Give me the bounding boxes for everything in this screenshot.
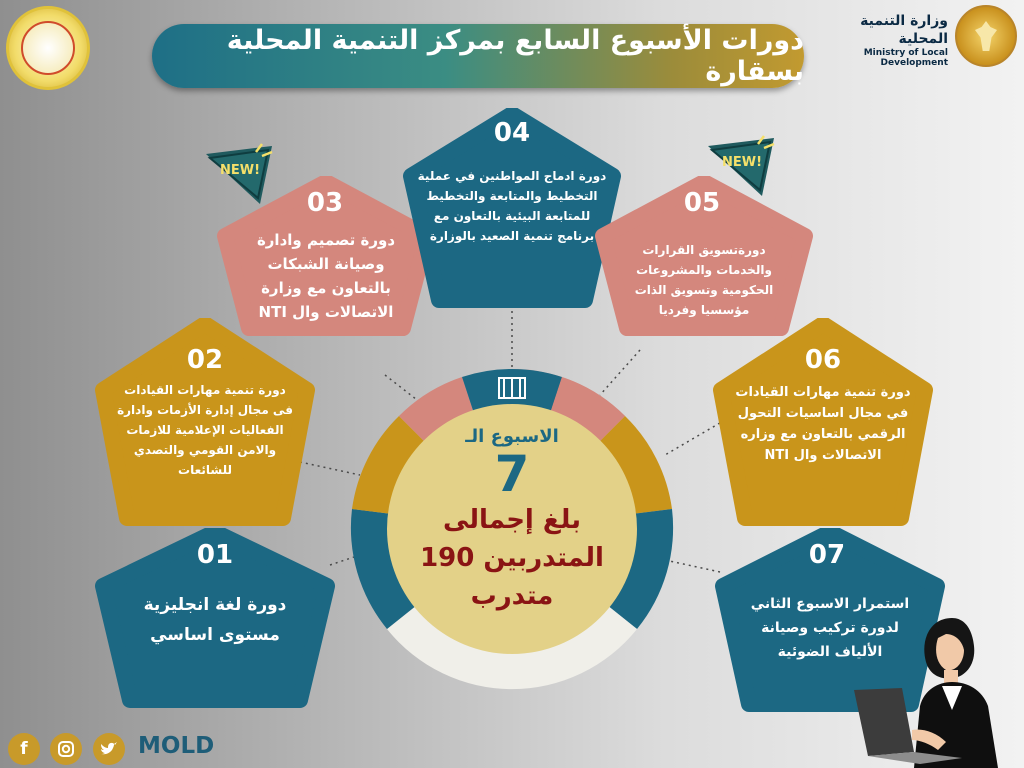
- course-number-04: 04: [493, 118, 531, 148]
- twitter-icon[interactable]: [93, 733, 125, 765]
- ministry-name-en: Ministry of Local Development: [863, 48, 948, 68]
- week-number: 7: [494, 445, 530, 503]
- brand-mold: MOLD: [138, 733, 215, 759]
- course-text-03: دورة تصميم وادارة وصيانة الشبكات بالتعاون مع وزارة الاتصالات وال NTI: [256, 231, 396, 321]
- course-text-05: دورةتسويق القرارات والخدمات والمشروعات الحكومية وتسويق الذات مؤسسيا وفرديا: [634, 243, 774, 317]
- new-badge-label: NEW!: [721, 155, 763, 170]
- woman-laptop-illustration: [842, 610, 1022, 768]
- connector-05: [600, 350, 640, 395]
- new-badge-course-05: [700, 132, 784, 204]
- total-line-3: متدرب: [470, 581, 554, 611]
- course-text-01: دورة لغة انجليزية مستوى اساسي: [143, 595, 287, 645]
- ministry-name-ar: وزارة التنمية المحلية: [860, 13, 948, 47]
- connector-07: [665, 560, 720, 572]
- instagram-icon[interactable]: [50, 733, 82, 765]
- new-badge-label: NEW!: [219, 163, 261, 178]
- facebook-icon[interactable]: f: [8, 733, 40, 765]
- course-text-02: دورة تنمية مهارات القيادات فى مجال إدارة الأزمات وادارة الفعاليات الإعلامية للازمات والامن القومي والتصدي للشائعات: [117, 383, 293, 477]
- total-line-1: بلغ إجمالى: [442, 505, 582, 535]
- course-number-01: 01: [196, 540, 234, 570]
- course-number-05: 05: [683, 188, 721, 218]
- page-title-text: دورات الأسبوع السابع بمركز التنمية المحلية بسقارة: [226, 25, 804, 87]
- course-text-07: استمرار الاسبوع الثاني لدورة تركيب وصيانة الألياف الضوئية: [750, 596, 910, 660]
- total-line-2: المتدربين 190: [420, 543, 604, 573]
- week-label: الاسبوع الـ: [465, 426, 559, 447]
- course-number-03: 03: [306, 188, 344, 218]
- new-badge-course-03: [198, 140, 282, 212]
- course-text-04: دورة ادماج المواطنين في عملية التخطيط والمتابعة والتخطيط للمتابعة البيئية بالتعاون مع برنامج تنمية الصعيد بالوزارة: [417, 169, 607, 243]
- course-number-06: 06: [804, 345, 842, 375]
- course-number-02: 02: [186, 345, 224, 375]
- course-text-06: دورة تنمية مهارات القيادات في مجال اساسيات التحول الرقمي بالتعاون مع وزاره الاتصالات وال NTI: [735, 385, 911, 463]
- center-summary: [400, 426, 624, 615]
- course-number-07: 07: [808, 540, 846, 570]
